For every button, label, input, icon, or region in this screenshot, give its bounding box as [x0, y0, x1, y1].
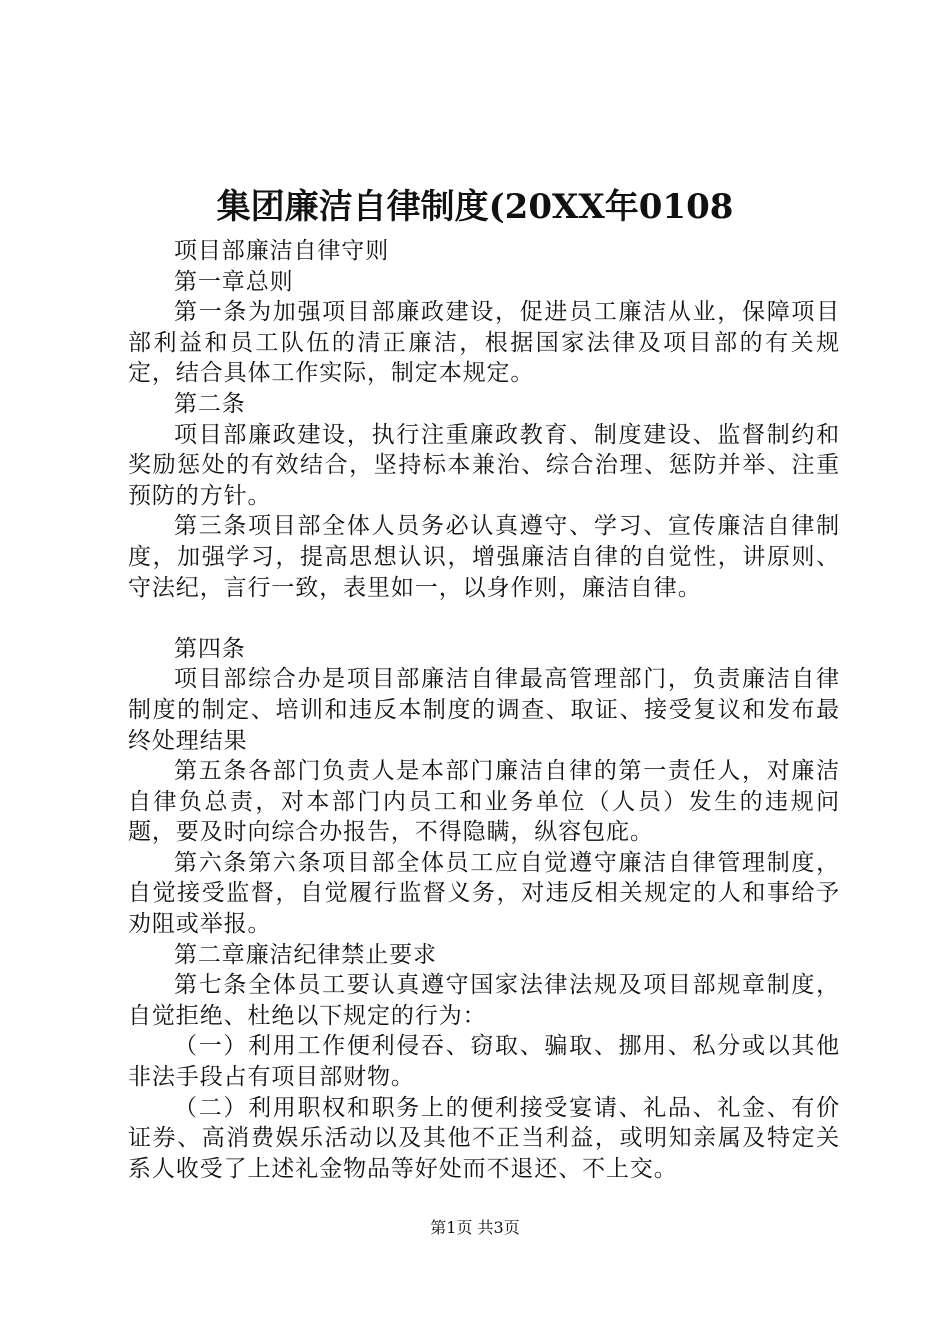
article-heading: 第二条: [174, 390, 246, 417]
document-title: 集团廉洁自律制度(20XX年0108: [216, 187, 734, 227]
chapter-heading: 第二章廉洁纪律禁止要求: [174, 941, 437, 968]
list-item: （一）利用工作便利侵吞、窃取、骗取、挪用、私分或以其他非法手段占有项目部财物。: [128, 1033, 840, 1091]
paragraph: 项目部廉政建设，执行注重廉政教育、制度建设、监督制约和奖励惩处的有效结合，坚持标本兼治、综合治理、惩防并举、注重预防的方针。: [128, 421, 840, 509]
chapter-heading: 第一章总则: [174, 268, 294, 295]
paragraph: 项目部综合办是项目部廉洁自律最高管理部门，负责廉洁自律制度的制定、培训和违反本制度的调查、取证、接受复议和发布最终处理结果: [128, 666, 840, 754]
paragraph: 第六条第六条项目部全体员工应自觉遵守廉洁自律管理制度，自觉接受监督，自觉履行监督义务，对违反相关规定的人和事给予劝阻或举报。: [128, 849, 840, 938]
page-footer: 第1页 共3页: [430, 1218, 520, 1237]
paragraph-gap: [128, 603, 840, 634]
paragraph: 第三条项目部全体人员务必认真遵守、学习、宣传廉洁自律制度，加强学习，提高思想认识，增强廉洁自律的自觉性，讲原则、守法纪，言行一致，表里如一，以身作则，廉洁自律。: [128, 513, 840, 601]
paragraph: 第五条各部门负责人是本部门廉洁自律的第一责任人，对廉洁自律负总责，对本部门内员工和业务单位（人员）发生的违规问题，要及时向综合办报告，不得隐瞒，纵容包庇。: [128, 758, 840, 846]
document-body: [128, 236, 840, 1184]
list-item: （二）利用职权和职务上的便利接受宴请、礼品、礼金、有价证券、高消费娱乐活动以及其他不正当利益，或明知亲属及特定关系人收受了上述礼金物品等好处而不退还、不上交。: [128, 1094, 840, 1182]
paragraph: 第一条为加强项目部廉政建设，促进员工廉洁从业，保障项目部利益和员工队伍的清正廉洁，根据国家法律及项目部的有关规定，结合具体工作实际，制定本规定。: [128, 299, 840, 387]
article-heading: 第四条: [174, 635, 246, 662]
paragraph: 第七条全体员工要认真遵守国家法律法规及项目部规章制度，自觉拒绝、杜绝以下规定的行为：: [128, 972, 840, 1029]
paragraph-heading: 项目部廉洁自律守则: [174, 238, 390, 264]
